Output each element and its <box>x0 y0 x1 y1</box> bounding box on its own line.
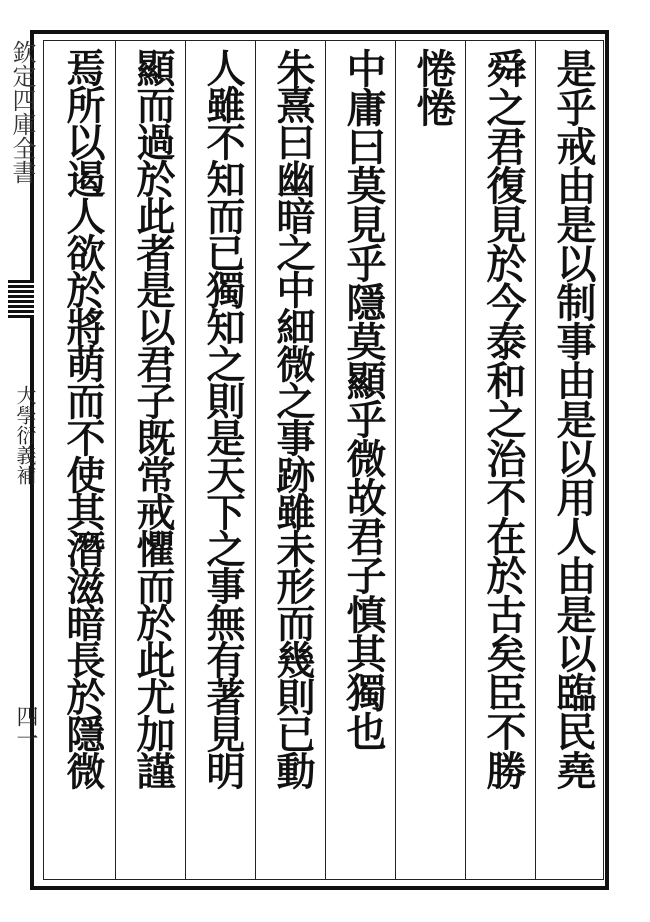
text-column-3: 惓惓 <box>410 48 457 126</box>
text-column-2: 舜之君復見於今泰和之治不在於古矣臣不勝 <box>480 48 527 789</box>
collection-title: 欽定四庫全書 <box>8 40 36 184</box>
text-column-1: 是乎戒由是以制事由是以用人由是以臨民堯 <box>550 48 597 789</box>
column-rule <box>395 40 396 880</box>
column-rule <box>255 40 256 880</box>
book-title: 大學衍義補 <box>13 385 37 485</box>
page-margin <box>6 40 36 880</box>
column-rule <box>115 40 116 880</box>
fish-tail-mark <box>8 280 34 318</box>
column-rule <box>325 40 326 880</box>
text-column-4: 中庸曰莫見乎隱莫顯乎微故君子慎其獨也 <box>340 48 387 750</box>
text-column-7: 顯而過於此者是以君子既常戒懼而於此尤加謹 <box>130 48 176 788</box>
column-rule <box>185 40 186 880</box>
page-number: 四一 <box>13 705 38 749</box>
column-rule <box>465 40 466 880</box>
column-rule <box>535 40 536 880</box>
text-column-5: 朱熹曰幽暗之中細微之事跡雖未形而幾則已動 <box>270 48 316 788</box>
text-column-6: 人雖不知而已獨知之則是天下之事無有著見明 <box>200 48 246 788</box>
text-column-8: 焉所以遏人欲於將萌而不使其潛滋暗長於隱微 <box>60 48 106 788</box>
